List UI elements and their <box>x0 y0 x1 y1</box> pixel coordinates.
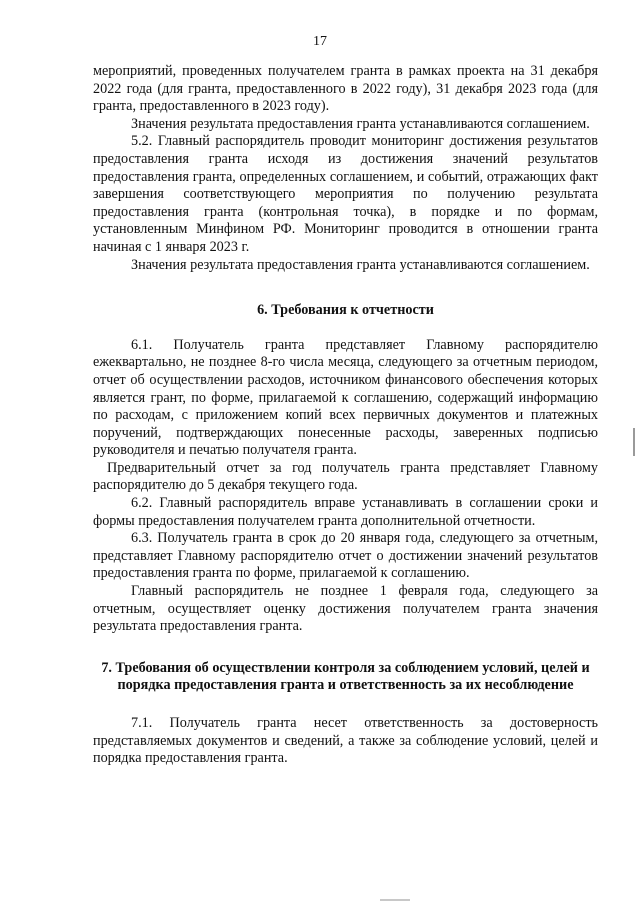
document-body <box>93 63 598 768</box>
scan-bottom-mark <box>380 899 410 901</box>
paragraph-6-1-quarterly-report: 6.1. Получатель гранта представляет Главному распорядителю ежеквартально, не позднее 8-го числа месяца, следующего за отчетным периодом, отчет об осуществлении расходов, источником финансового обеспечения которых является грант, по форме, прилагаемой к соглашению, содержащий информацию по расходам, с приложением копий всех первичных документов и платежных поручений, подтверждающих понесенные расходы, заверенных подписью руководителя и печатью получателя гранта. <box>93 336 598 459</box>
section-7-heading: 7. Требования об осуществлении контроля за соблюдением условий, целей и порядка предоставления гранта и ответственность за их несоблюдение <box>101 659 590 694</box>
paragraph-6-2-additional-reporting: 6.2. Главный распорядитель вправе устанавливать в соглашении сроки и формы предоставления получателем гранта дополнительной отчетности. <box>93 495 598 529</box>
section-6-heading: 6. Требования к отчетности <box>257 302 434 319</box>
paragraph-results-dates: мероприятий, проведенных получателем гранта в рамках проекта на 31 декабря 2022 года (для гранта, предоставленного в 2022 году), 31 декабря 2023 года (для гранта, предоставленного в 2023 году). <box>93 63 598 115</box>
paragraph-results-values: Значения результата предоставления гранта устанавливаются соглашением. <box>131 115 590 132</box>
paragraph-5-2-monitoring: 5.2. Главный распорядитель проводит мониторинг достижения результатов предоставления гранта исходя из достижения значений результатов предоставления гранта, определенных соглашением, и событий, отражающих факт завершения соответствующего мероприятия по получению результата предоставления гранта (контрольная точка), в порядке и по формам, установленным Минфином РФ. Мониторинг проводится в отношении гранта начиная с 1 января 2023 г. <box>93 133 598 255</box>
page-number: 17 <box>313 34 327 49</box>
scan-edge-mark <box>633 428 635 456</box>
paragraph-results-assessment: Главный распорядитель не позднее 1 февраля года, следующего за отчетным, осуществляет оценку достижения получателем гранта значения результата предоставления гранта. <box>93 583 598 635</box>
paragraph-6-3-results-report: 6.3. Получатель гранта в срок до 20 января года, следующего за отчетным, представляет Главному распорядителю отчет о достижении значений результатов предоставления гранта по форме, прилагаемой к соглашению. <box>93 530 598 582</box>
paragraph-7-1-responsibility: 7.1. Получатель гранта несет ответственность за достоверность представляемых документов и сведений, а также за соблюдение условий, целей и порядка предоставления гранта. <box>93 715 598 767</box>
paragraph-results-values-2: Значения результата предоставления гранта устанавливаются соглашением. <box>131 256 590 273</box>
paragraph-preliminary-report: Предварительный отчет за год получатель гранта представляет Главному распорядителю до 5 декабря текущего года. <box>93 459 598 494</box>
